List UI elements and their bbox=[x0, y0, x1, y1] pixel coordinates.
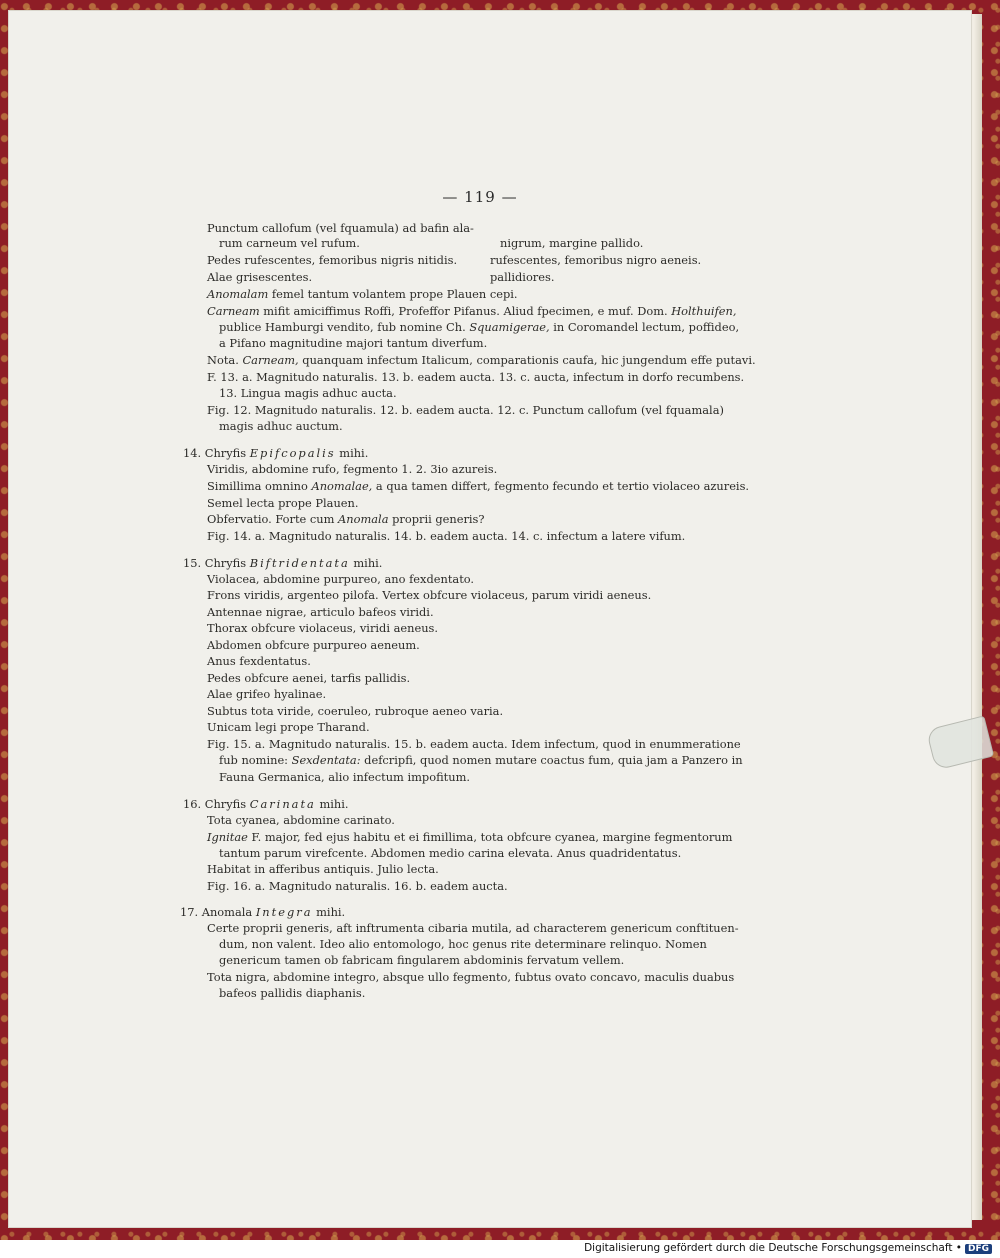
line-text: Thorax obfcure violaceus, viridi aeneus. bbox=[207, 621, 439, 635]
line-text: Alae grifeo hyalinae. bbox=[207, 687, 327, 701]
text-line bbox=[207, 921, 739, 936]
text-line bbox=[219, 986, 365, 1001]
line-text: Fig. 14. a. Magnitudo naturalis. 14. b. eadem aucta. 14. c. infectum a latere vifum. bbox=[207, 529, 686, 543]
line-text: Habitat in afferibus antiquis. Julio lecta. bbox=[207, 862, 439, 876]
italic-text: Biftridentata bbox=[249, 556, 350, 570]
text-line bbox=[207, 621, 438, 636]
line-text: quanquam infectum Italicum, comparationis caufa, hic jungendum effe putavi. bbox=[298, 353, 756, 367]
text-line bbox=[207, 479, 749, 494]
text-line bbox=[207, 287, 518, 302]
line-text: proprii generis? bbox=[388, 512, 485, 526]
text-line bbox=[207, 879, 508, 894]
text-line bbox=[207, 572, 474, 587]
text-line bbox=[207, 862, 439, 877]
line-text: femel tantum volantem prope Plauen cepi. bbox=[268, 287, 518, 301]
text-line bbox=[207, 403, 724, 418]
line-text: F. major, fed ejus habitu et ei fimillima, tota obfcure cyanea, margine fegmentorum bbox=[247, 830, 733, 844]
text-line bbox=[219, 753, 743, 768]
page-number: — 119 — bbox=[442, 188, 518, 206]
line-text: in Coromandel lectum, poffideo, bbox=[549, 320, 740, 334]
line-text: rum carneum vel rufum. bbox=[219, 236, 360, 250]
line-text: Fig. 16. a. Magnitudo naturalis. 16. b. eadem aucta. bbox=[207, 879, 508, 893]
text-line bbox=[207, 221, 474, 236]
text-line bbox=[219, 846, 681, 861]
text-line bbox=[207, 253, 457, 268]
line-text: Violacea, abdomine purpureo, ano fexdentato. bbox=[207, 572, 475, 586]
italic-text: Squamigerae, bbox=[469, 320, 550, 334]
text-line bbox=[183, 556, 382, 571]
text-line bbox=[207, 720, 370, 735]
text-line bbox=[219, 386, 397, 401]
line-text: Fauna Germanica, alio infectum impofitum. bbox=[219, 770, 471, 784]
text-line bbox=[219, 236, 360, 251]
line-text: 16. Chryfis bbox=[183, 797, 250, 811]
line-text: genericum tamen ob fabricam fingularem abdominis fervatum vellem. bbox=[219, 953, 625, 967]
text-line bbox=[219, 770, 470, 785]
text-line bbox=[219, 336, 487, 351]
text-line bbox=[219, 320, 739, 335]
italic-text: Holthuifen, bbox=[671, 304, 737, 318]
text-line bbox=[207, 512, 485, 527]
line-text: 13. Lingua magis adhuc aucta. bbox=[219, 386, 397, 400]
line-text: fub nomine: bbox=[219, 753, 292, 767]
text-line bbox=[207, 270, 312, 285]
line-text: Subtus tota viride, coeruleo, rubroque aeneo varia. bbox=[207, 704, 504, 718]
line-text: rufescentes, femoribus nigro aeneis. bbox=[490, 253, 702, 267]
line-text: Frons viridis, argenteo pilofa. Vertex obfcure violaceus, parum viridi aeneus. bbox=[207, 588, 652, 602]
line-text: Antennae nigrae, articulo bafeos viridi. bbox=[207, 605, 434, 619]
italic-text: Carneam, bbox=[242, 353, 299, 367]
text-line bbox=[219, 419, 343, 434]
dfg-logo: DFG bbox=[965, 1244, 992, 1254]
line-text: a Pifano magnitudine majori tantum diverfum. bbox=[219, 336, 488, 350]
line-text: mihi. bbox=[315, 797, 349, 811]
line-text: Anus fexdentatus. bbox=[207, 654, 311, 668]
text-line bbox=[207, 654, 311, 669]
credit-text: Digitalisierung gefördert durch die Deutsche Forschungsgemeinschaft • bbox=[584, 1242, 962, 1254]
text-line bbox=[207, 737, 741, 752]
line-text: Semel lecta prope Plauen. bbox=[207, 496, 359, 510]
text-line bbox=[207, 304, 737, 319]
text-line bbox=[490, 253, 701, 268]
text-line bbox=[183, 446, 368, 461]
line-text: Pedes obfcure aenei, tarfis pallidis. bbox=[207, 671, 411, 685]
line-text: F. 13. a. Magnitudo naturalis. 13. b. eadem aucta. 13. c. aucta, infectum in dorfo recumbens. bbox=[207, 370, 745, 384]
italic-text: Epifcopalis bbox=[249, 446, 336, 460]
line-text: bafeos pallidis diaphanis. bbox=[219, 986, 366, 1000]
text-line bbox=[207, 353, 756, 368]
text-line bbox=[207, 370, 744, 385]
line-text: Fig. 15. a. Magnitudo naturalis. 15. b. eadem aucta. Idem infectum, quod in enummeratione bbox=[207, 737, 741, 751]
line-text: nigrum, margine pallido. bbox=[500, 236, 644, 250]
text-line bbox=[219, 953, 624, 968]
line-text: 15. Chryfis bbox=[183, 556, 250, 570]
line-text: publice Hamburgi vendito, fub nomine Ch. bbox=[219, 320, 470, 334]
line-text: Tota cyanea, abdomine carinato. bbox=[207, 813, 395, 827]
italic-text: Anomalae, bbox=[311, 479, 373, 493]
line-text: magis adhuc auctum. bbox=[219, 419, 343, 433]
line-text: Nota. bbox=[207, 353, 243, 367]
line-text: Viridis, abdomine rufo, fegmento 1. 2. 3io azureis. bbox=[207, 462, 498, 476]
text-line bbox=[207, 830, 732, 845]
text-line bbox=[207, 687, 326, 702]
line-text: 17. Anomala bbox=[180, 905, 256, 919]
line-text: mihi. bbox=[335, 446, 369, 460]
line-text: Unicam legi prope Tharand. bbox=[207, 720, 370, 734]
line-text: 14. Chryfis bbox=[183, 446, 250, 460]
italic-text: Anomala bbox=[338, 512, 389, 526]
italic-text: Integra bbox=[255, 905, 313, 919]
text-line bbox=[219, 937, 707, 952]
text-line bbox=[180, 905, 345, 920]
line-text: a qua tamen differt, fegmento fecundo et tertio violaceo azureis. bbox=[372, 479, 750, 493]
line-text: Punctum callofum (vel fquamula) ad bafin ala- bbox=[207, 221, 474, 235]
line-text: Certe proprii generis, aft inftrumenta cibaria mutila, ad characterem genericum conftituen- bbox=[207, 921, 739, 935]
line-text: mifit amiciffimus Roffi, Profeffor Pifanus. Aliud fpecimen, e muf. Dom. bbox=[259, 304, 672, 318]
line-text: Alae grisescentes. bbox=[207, 270, 313, 284]
line-text: Fig. 12. Magnitudo naturalis. 12. b. eadem aucta. 12. c. Punctum callofum (vel fquamala) bbox=[207, 403, 724, 417]
text-line bbox=[207, 813, 395, 828]
text-line bbox=[207, 638, 420, 653]
text-line bbox=[490, 270, 554, 285]
line-text: mihi. bbox=[312, 905, 346, 919]
text-line bbox=[207, 496, 358, 511]
line-text: Pedes rufescentes, femoribus nigris nitidis. bbox=[207, 253, 458, 267]
text-line bbox=[207, 588, 651, 603]
line-text: dum, non valent. Ideo alio entomologo, hoc genus rite determinare relinquo. Nomen bbox=[219, 937, 707, 951]
text-line bbox=[183, 797, 349, 812]
line-text: pallidiores. bbox=[490, 270, 555, 284]
italic-text: Anomalam bbox=[207, 287, 269, 301]
text-line bbox=[207, 671, 410, 686]
italic-text: Carneam bbox=[207, 304, 260, 318]
text-line bbox=[207, 970, 734, 985]
line-text: Tota nigra, abdomine integro, absque ullo fegmento, fubtus ovato concavo, maculis duabus bbox=[207, 970, 735, 984]
italic-text: Sexdentata: bbox=[291, 753, 361, 767]
line-text: Obfervatio. Forte cum bbox=[207, 512, 339, 526]
text-line bbox=[500, 236, 643, 251]
line-text: mihi. bbox=[349, 556, 383, 570]
italic-text: Ignitae bbox=[207, 830, 248, 844]
line-text: tantum parum virefcente. Abdomen medio carina elevata. Anus quadridentatus. bbox=[219, 846, 682, 860]
text-line bbox=[207, 704, 503, 719]
italic-text: Carinata bbox=[249, 797, 316, 811]
text-line bbox=[207, 605, 434, 620]
line-text: Simillima omnino bbox=[207, 479, 312, 493]
line-text: Abdomen obfcure purpureo aeneum. bbox=[207, 638, 420, 652]
line-text: defcripfi, quod nomen mutare coactus fum, quia jam a Panzero in bbox=[360, 753, 743, 767]
digitization-credit bbox=[584, 1242, 992, 1254]
text-line bbox=[207, 529, 685, 544]
text-line bbox=[207, 462, 497, 477]
